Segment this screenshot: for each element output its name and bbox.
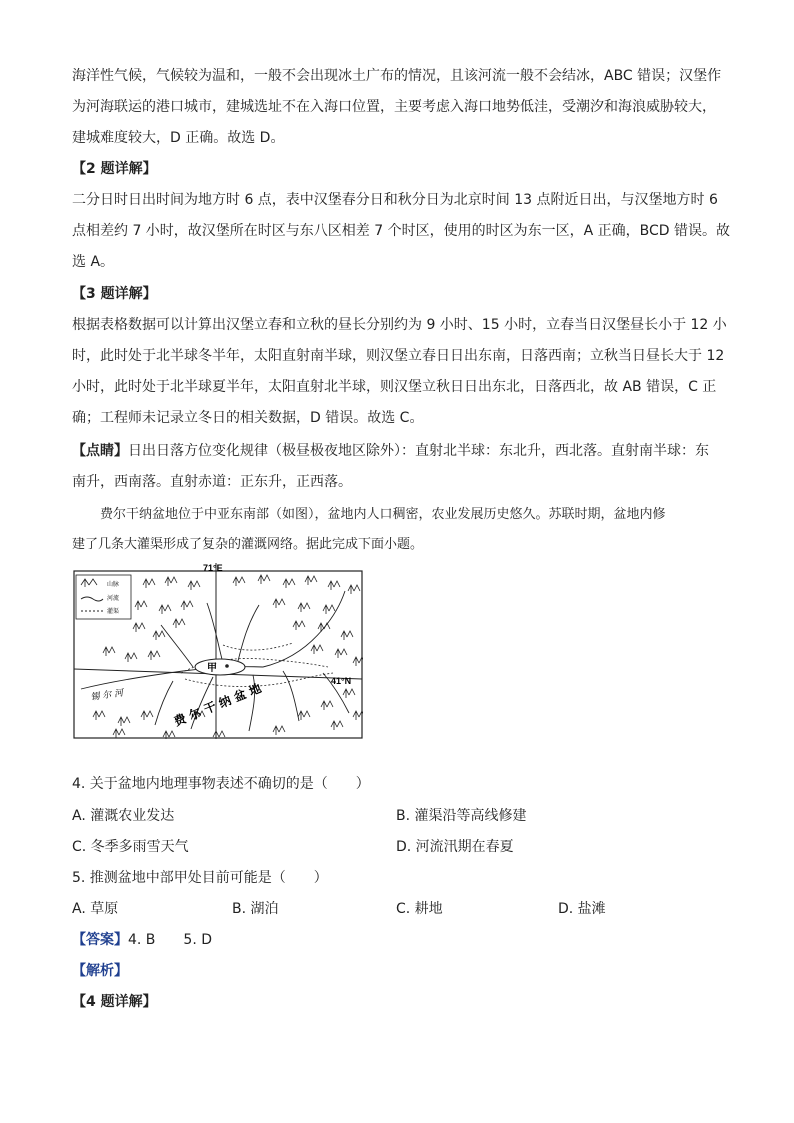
text-line: 点相差约 7 小时，故汉堡所在时区与东八区相差 7 个时区，使用的时区为东一区，A 正确，BCD 错误。故 (72, 223, 731, 239)
tip-line (72, 441, 709, 461)
text-line: 建城难度较大，D 正确。故选 D。 (72, 130, 285, 146)
legend-canal-label: 灌渠 (107, 608, 120, 615)
section-heading: 【2 题详解】 (72, 161, 157, 177)
text-line: 南升，西南落。直射赤道：正东升，正西落。 (72, 474, 352, 490)
q4-option-d[interactable]: D. 河流汛期在春夏 (396, 839, 514, 855)
basin-name-label: 费 尔 干 纳 盆 地 (171, 681, 264, 729)
text-line: 确；工程师未记录立冬日的相关数据，D 错误。故选 C。 (72, 410, 424, 426)
intro-line: 建了几条大灌渠形成了复杂的灌溉网络。据此完成下面小题。 (72, 537, 424, 552)
text-line: 根据表格数据可以计算出汉堡立春和立秋的昼长分别约为 9 小时、15 小时，立春当日汉堡昼长小于 12 小 (72, 317, 727, 333)
text-line: 小时，此时处于北半球夏半年，太阳直射北半球，则汉堡立秋日日出东北，日落西北，故 AB 错误，C 正 (72, 379, 717, 395)
intro-line: 费尔干纳盆地位于中亚东南部（如图），盆地内人口稠密，农业发展历史悠久。苏联时期，盆地内修 (100, 507, 666, 522)
legend-mountain-label: 山脉 (107, 581, 120, 588)
answer-line (72, 930, 212, 950)
question-5-stem: 5. 推测盆地中部甲处目前可能是（ ） (72, 870, 328, 886)
jia-label: 甲 (207, 663, 217, 674)
legend-river-label: 河流 (107, 595, 120, 602)
q5-option-a[interactable]: A. 草原 (72, 901, 119, 917)
jia-area (195, 659, 245, 675)
latitude-label: 41°N (331, 676, 352, 686)
q4-option-b[interactable]: B. 灌渠沿等高线修建 (396, 808, 527, 824)
tip-text: 日出日落方位变化规律（极昼极夜地区除外）：直射北半球：东北升，西北落。直射南半球：东 (128, 443, 709, 459)
detail-4-heading: 【4 题详解】 (72, 994, 157, 1010)
analysis-label: 【解析】 (72, 963, 128, 979)
text-line: 海洋性气候，气候较为温和，一般不会出现冰土广布的情况，且该河流一般不会结冰，ABC 错误；汉堡作 (72, 68, 722, 84)
q4-option-a[interactable]: A. 灌溉农业发达 (72, 808, 175, 824)
text-line: 为河海联运的港口城市，建城选址不在入海口位置，主要考虑入海口地势低洼，受潮汐和海浪威胁较大， (72, 99, 716, 115)
fergana-basin-map (73, 563, 363, 739)
q5-option-b[interactable]: B. 湖泊 (232, 901, 279, 917)
question-4-stem: 4. 关于盆地内地理事物表述不确切的是（ ） (72, 776, 370, 792)
text-line: 选 A。 (72, 254, 115, 270)
tip-label: 【点睛】 (72, 443, 128, 459)
section-heading: 【3 题详解】 (72, 286, 157, 302)
answer-text: 4. B 5. D (128, 932, 212, 948)
text-line: 时，此时处于北半球冬半年，太阳直射南半球，则汉堡立春日日出东南，日落西南；立秋当日昼长大于 12 (72, 348, 725, 364)
q5-option-c[interactable]: C. 耕地 (396, 901, 443, 917)
text-line: 二分日时日出时间为地方时 6 点，表中汉堡春分日和秋分日为北京时间 13 点附近日出，与汉堡地方时 6 (72, 192, 718, 208)
q4-option-c[interactable]: C. 冬季多雨雪天气 (72, 839, 189, 855)
answer-label: 【答案】 (72, 932, 128, 948)
q5-option-d[interactable]: D. 盐滩 (558, 901, 606, 917)
longitude-label: 71°E (203, 563, 223, 573)
jia-point (225, 664, 229, 668)
river-name-label: 锡 尔 河 (90, 688, 124, 703)
